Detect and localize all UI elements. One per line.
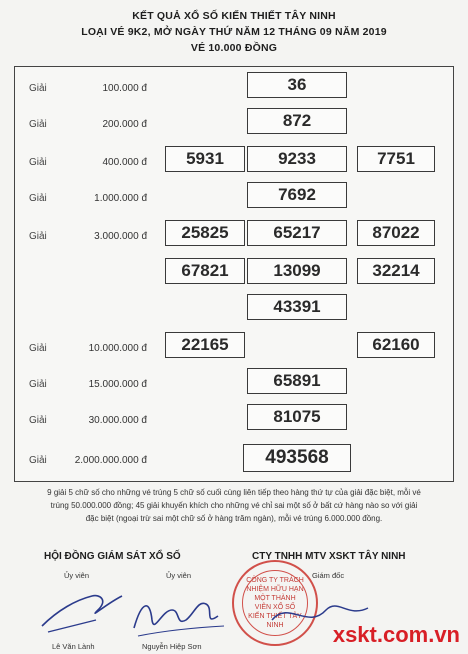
winning-number-left: 22165 [165, 332, 245, 358]
prize-label: Giải [29, 379, 47, 390]
winning-number-right: 32214 [357, 258, 435, 284]
header-ticket-price: VÉ 10.000 ĐỒNG [190, 42, 278, 54]
winning-number-mid: 13099 [247, 258, 347, 284]
winning-number-left: 5931 [165, 146, 245, 172]
prize-label: Giải [29, 415, 47, 426]
winning-number-mid: 36 [247, 72, 347, 98]
winning-number-mid: 872 [247, 108, 347, 134]
signer-name-mid: Nguyễn Hiệp Sơn [142, 642, 202, 651]
winning-number-mid: 9233 [247, 146, 347, 172]
supervisory-board-title: HỘI ĐỒNG GIÁM SÁT XỔ SỐ [44, 551, 181, 562]
winning-number-mid: 65891 [247, 368, 347, 394]
winning-number-right: 62160 [357, 332, 435, 358]
prize-amount: 30.000.000 đ [88, 415, 147, 426]
header-subtitle: LOẠI VÉ 9K2, MỞ NGÀY THỨ NĂM 12 THÁNG 09 NĂM 2019 [81, 26, 387, 38]
prize-label: Giải [29, 119, 47, 130]
member-label-mid: Ủy viên [166, 571, 192, 580]
prize-label: Giải [29, 455, 47, 466]
signer-name-left: Lê Văn Lành [52, 642, 95, 651]
notes [14, 486, 454, 525]
header-title: KẾT QUẢ XỔ SỐ KIẾN THIẾT TÂY NINH [132, 10, 336, 22]
winning-number-left: 25825 [165, 220, 245, 246]
page-header [0, 8, 468, 56]
prize-row [15, 297, 453, 325]
winning-number-right: 87022 [357, 220, 435, 246]
notes-line: đặc biệt (ngoại trừ sai một chữ số ở hàng trăm ngàn), mỗi vé trúng 6.000.000 đồng. [85, 514, 383, 523]
prize-row [15, 185, 453, 213]
prize-row [15, 447, 453, 475]
prize-amount: 400.000 đ [102, 157, 147, 168]
prize-amount: 3.000.000 đ [94, 231, 147, 242]
notes-line: trúng 50.000.000 đồng; 45 giải khuyến khích cho những vé chỉ sai một số ở bất cứ hàng nào so với giải [50, 501, 418, 510]
prize-row [15, 371, 453, 399]
prize-row [15, 407, 453, 435]
winning-number-mid: 43391 [247, 294, 347, 320]
company-title: CTY TNHH MTV XSKT TÂY NINH [252, 551, 406, 562]
director-label: Giám đốc [312, 571, 345, 580]
member-label-left: Ủy viên [64, 571, 90, 580]
prize-row [15, 335, 453, 363]
prize-label: Giải [29, 83, 47, 94]
stamp-text: CÔNG TY TRÁCH NHIỆM HỮU HẠN MỘT THÀNH VIÊN XỔ SỐ KIẾN THIẾT TÂY NINH [246, 577, 304, 629]
prize-amount: 2.000.000.000 đ [74, 455, 147, 466]
notes-line: 9 giải 5 chữ số cho những vé trúng 5 chữ số cuối cùng liên tiếp theo hàng thứ tự của giải đặc biệt, mỗi vé [47, 488, 421, 497]
prize-amount: 10.000.000 đ [88, 343, 147, 354]
site-watermark: xskt.com.vn [332, 622, 460, 647]
prize-label: Giải [29, 193, 47, 204]
signature-left [36, 580, 136, 640]
prize-row [15, 75, 453, 103]
prize-amount: 100.000 đ [102, 83, 147, 94]
winning-number-right: 7751 [357, 146, 435, 172]
winning-number-mid: 81075 [247, 404, 347, 430]
results-panel [14, 66, 454, 482]
winning-number-mid: 493568 [243, 444, 351, 472]
winning-number-mid: 65217 [247, 220, 347, 246]
prize-row [15, 111, 453, 139]
winning-number-mid: 7692 [247, 182, 347, 208]
prize-row [15, 223, 453, 251]
prize-label: Giải [29, 343, 47, 354]
prize-amount: 1.000.000 đ [94, 193, 147, 204]
winning-number-left: 67821 [165, 258, 245, 284]
prize-label: Giải [29, 231, 47, 242]
signature-mid [128, 590, 238, 650]
prize-amount: 200.000 đ [102, 119, 147, 130]
prize-label: Giải [29, 157, 47, 168]
prize-row [15, 149, 453, 177]
prize-amount: 15.000.000 đ [88, 379, 147, 390]
prize-row [15, 261, 453, 289]
